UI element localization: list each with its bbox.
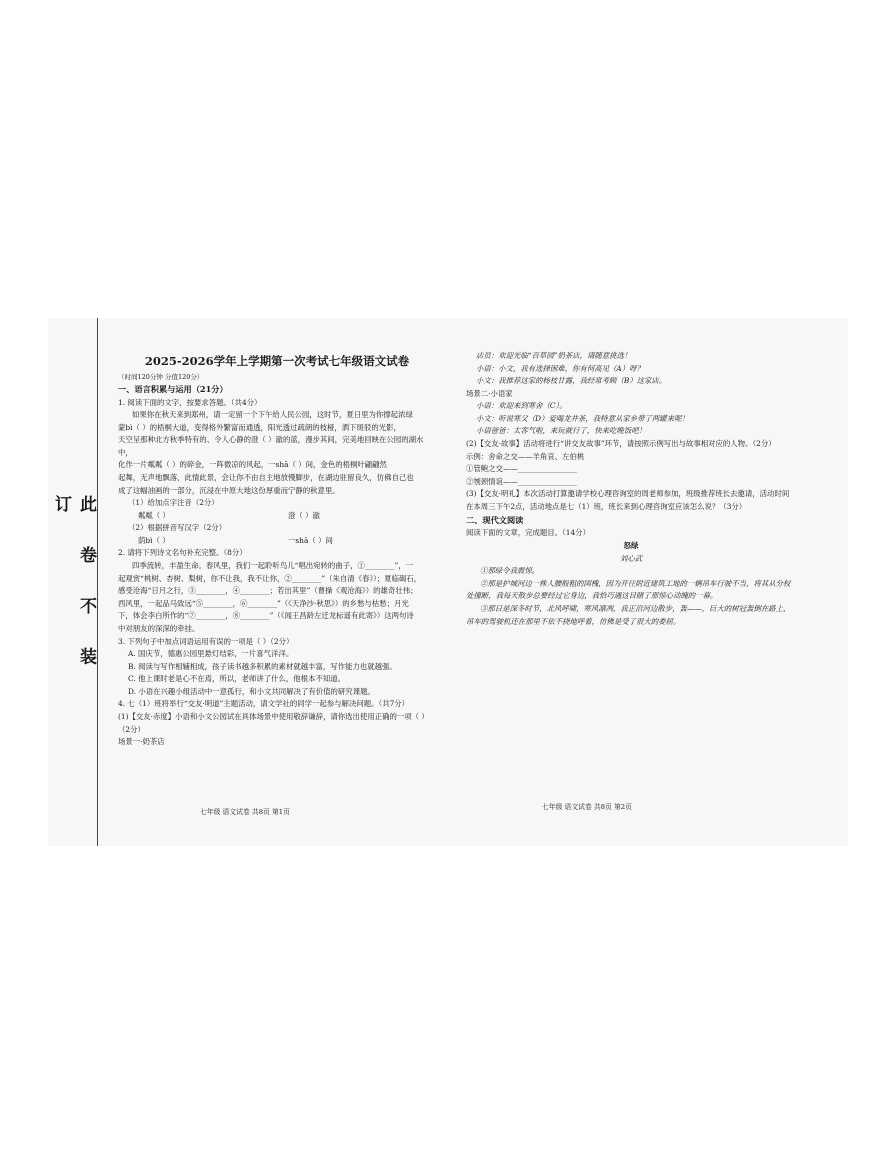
essay-paragraph: ②那是护城河边一株人腰般粗的国槐，因为开往附近建筑工地的一辆吊车行驶不当，将其从分杈处撞断，我每天散步总要经过它身边，我恰巧遇这目睹了那惊心动魄的一幕。 xyxy=(466,578,791,601)
example-line: 示例：舍命之交——羊角哀、左伯桃 xyxy=(466,451,585,461)
page-1-footer: 七年级 语文试卷 共8页 第1页 xyxy=(200,808,290,816)
passage-line: 成了这幅油画的一部分，沉浸在中原大地这份厚重而宁静的秋意里。 xyxy=(118,485,340,495)
dialog-line: 小文：听说寒父（D）爱喝龙井茶，我特意从家乡带了两罐来呢！ xyxy=(476,413,689,423)
question-1-sub-2: （2）根据拼音写汉字（2分） xyxy=(128,523,227,533)
passage-line: 四季流转，丰盈生命。春风里，我们一起聆听鸟儿“唱出宛转的曲子，①________”，一 xyxy=(132,561,414,571)
option-a: A. 国庆节，德惠公园里悬灯结彩，一片喜气洋洋。 xyxy=(128,649,294,659)
binding-margin-text xyxy=(62,495,86,695)
page-2 xyxy=(466,350,796,628)
page-1 xyxy=(118,352,436,749)
option-b: B. 阅读与写作相辅相成，孩子读书越多积累的素材就越丰富，写作能力也就越强。 xyxy=(128,661,397,671)
scene-1-label: 场景一·奶茶店 xyxy=(118,737,165,747)
passage-line: 天空呈那种北方秋季特有的、令人心静的澄（ ）澈的蓝，漫步其间，完美地回映在公园的湖水中， xyxy=(118,435,424,457)
question-4-sub-1: (1)【交友·赤度】小语和小文公园试在具体场景中使用敬辞谦辞，请你选出使用正确的一项（ ）（2分） xyxy=(118,711,429,734)
passage-line: 化作一片粼粼（ ）的碎金，一阵微凉的风起，一shā（ ）间，金色的梧桐叶翩翩然 xyxy=(118,460,387,470)
question-4-sub-3: (3)【交友·明礼】本次活动打算邀请学校心理咨询室的周老师参加，班级推荐班长去邀请，活动时间在本周三下午2点，活动地点是七（1）班，班长来到心理咨询室应该怎么说？（3分） xyxy=(466,489,790,511)
question-1-sub-1: （1）给加点字注音（2分） xyxy=(128,498,219,508)
question-1-passage xyxy=(118,409,436,497)
exam-title: 2025-2026学年上学期第一次考试七年级语文试卷 xyxy=(144,354,410,368)
passage-line: 如果你在秋天来到郑州，请一定留一个下午给人民公园，这时节，夏日里为你撑起浓绿 xyxy=(132,410,413,420)
essay-paragraph: ③那日是深冬时节，北风呼啸，寒风凛冽，我正沿河边散步，轰——，巨大的树冠轰倒在路上，吊车的驾驶机还在那里不依不挠地呼着，仿佛是受了很大的委屈。 xyxy=(466,603,791,626)
question-4: 4. 七（1）班将举行“交友·明道”主题活动，请文学社的同学一起参与解决问题。（共7分） xyxy=(118,699,410,709)
answer-blank[interactable]: 粼粼（ ） xyxy=(138,510,170,520)
section-1-heading: 一、语言积累与运用（21分） xyxy=(118,383,228,394)
passage-line: 下，体会李白所作的“⑦________，⑧________”（《闻王昌龄左迁龙标遥有此寄》）这两句诗 xyxy=(118,611,414,621)
dialog-line: 小语：小文，我有选择困难，你有何高见（A）呀？ xyxy=(476,363,644,373)
answer-blank[interactable]: 一shā（ ）间 xyxy=(288,535,333,545)
page-2-footer: 七年级 语文试卷 共8页 第2页 xyxy=(542,803,632,811)
answer-blank[interactable]: 澄（ ）澈 xyxy=(288,510,320,520)
passage-line: 中对朋友的深深的牵挂。 xyxy=(118,623,200,633)
answer-line[interactable]: ①管鲍之交——________________ xyxy=(466,464,577,474)
passage-line: 起舞，无声地飘落，此情此景，会让你不由自主地放慢脚步，在湖边驻留良久，仿佛自己也 xyxy=(118,473,414,482)
question-2: 2. 请将下列诗文名句补充完整。（8分） xyxy=(118,548,247,558)
question-2-passage xyxy=(118,560,436,635)
exam-subtitle: （时间120分钟 分值120分） xyxy=(118,372,204,381)
reading-prompt: 阅读下面的文章，完成题目。（14分） xyxy=(466,528,590,538)
dialog-line: 店员：欢迎光临“百草园”奶茶店，请随意挑选！ xyxy=(476,351,632,360)
essay-paragraph: ①那绿令我震惊。 xyxy=(480,566,540,576)
passage-line: 感受沧海“日月之行，③________，④________；若出其里”（曹操《观沧海》）的雄奇壮伟； xyxy=(118,586,418,596)
passage-line: 西风里，一起品马致远“⑤________，⑥________”（《天净沙·秋思》）的乡愁与枯愁；月光 xyxy=(118,598,409,608)
question-1: 1. 阅读下面的文字，按要求答题。（共4分） xyxy=(118,397,262,407)
option-d: D. 小语在兴趣小组活动中一意孤行，和小文共同解决了有价值的研究课题。 xyxy=(128,686,375,696)
passage-line: 蒙bì（ ）的梧桐大道，变得格外繁富而通透，阳光透过疏朗的枝桠，洒下斑驳的光影， xyxy=(118,422,401,432)
dialog-line: 小文：我推荐这家的杨枝甘露，我经常考顾（B）这家店。 xyxy=(476,376,667,386)
scene-2-label: 场景二·小语家 xyxy=(466,388,513,398)
question-3: 3. 下列句子中加点词语运用有误的一项是（ ）（2分） xyxy=(118,636,294,646)
essay-title: 怒绿 xyxy=(623,541,639,551)
answer-blank[interactable]: 荫bì（ ） xyxy=(138,535,170,545)
essay-author: 刘心武 xyxy=(619,553,643,563)
answer-line[interactable]: ②刎颈情谊——________________ xyxy=(466,476,577,486)
dialog-line: 小语：欢迎来到寒舍（C）。 xyxy=(476,401,567,411)
question-4-sub-2: (2)【交友·故事】活动将进行“讲交友故事”环节，请按照示例写出与故事相对应的人物。（2分） xyxy=(466,439,776,449)
dialog-line: 小语爸爸：太客气啦，来玩就行了，快来吃晚饭吧！ xyxy=(476,426,646,436)
section-2-heading: 二、现代文阅读 xyxy=(466,514,524,525)
passage-line: 起观赏“桃树、杏树、梨树，你不让我，我不让你，②________”（朱自清《春》）；夏临碣石， xyxy=(118,573,422,583)
question-1-sub-1-items xyxy=(118,510,436,523)
question-1-sub-2-items xyxy=(118,535,436,548)
option-c: C. 他上课时老是心不在焉，所以，老师讲了什么，他根本不知道。 xyxy=(128,674,346,684)
